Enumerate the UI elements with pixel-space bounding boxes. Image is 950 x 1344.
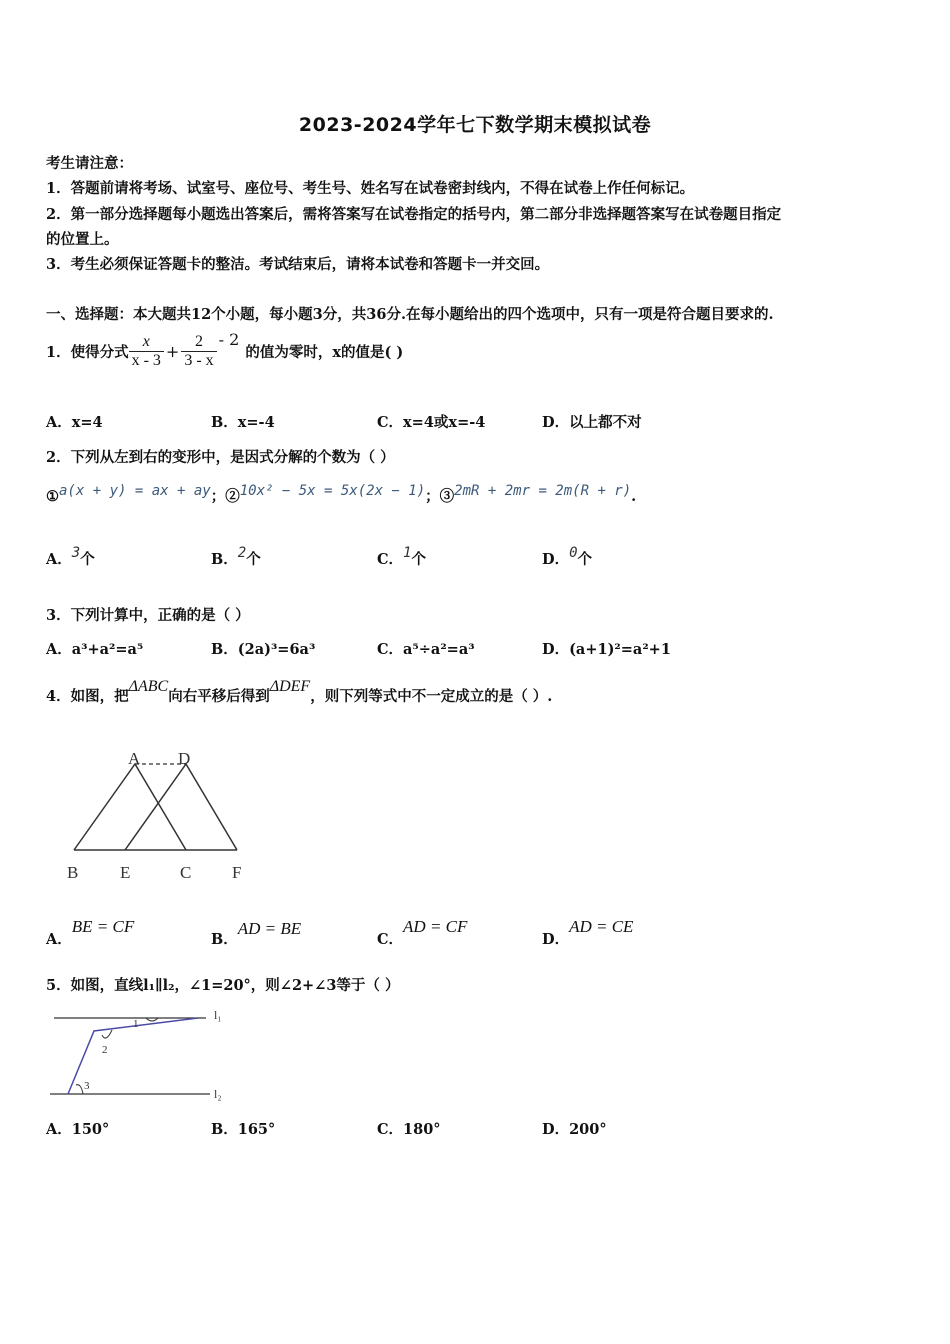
q4-suffix: ，则下列等式中不一定成立的是（ ）. xyxy=(310,688,553,705)
q2-expressions xyxy=(46,485,636,506)
option-label: C． xyxy=(377,931,404,948)
fraction-2-denominator: 3 - x xyxy=(181,351,216,370)
circled-one: ① xyxy=(46,488,59,505)
separator: ；③ xyxy=(425,488,455,505)
q3-option-a: A．a³+a²=a⁵ xyxy=(46,641,144,658)
q1-suffix: 的值为零时，x的值是( ) xyxy=(245,343,404,361)
fraction-1 xyxy=(129,333,164,370)
q4-stem xyxy=(46,678,553,706)
angle-2-arc xyxy=(102,1030,112,1038)
notice-item: 的位置上。 xyxy=(46,231,119,248)
triangle-def: ΔDEF xyxy=(269,678,311,695)
option-expr: AD = BE xyxy=(237,919,302,938)
label-e: E xyxy=(120,863,131,882)
parallel-lines-figure xyxy=(46,1005,236,1105)
label-angle-3: 3 xyxy=(84,1080,90,1092)
q5-option-a: A．150° xyxy=(46,1121,110,1138)
option-label: D． xyxy=(542,551,570,568)
label-d: D xyxy=(178,749,191,768)
q3-option-c: C．a⁵÷a²=a³ xyxy=(377,641,475,658)
label-l1: l₁ xyxy=(214,1008,222,1022)
option-label: A． xyxy=(46,551,72,568)
q5-option-d: D．200° xyxy=(542,1121,607,1138)
q1-option-b: B．x=-4 xyxy=(211,414,275,431)
q1-option-d: D．以上都不对 xyxy=(542,414,642,431)
fraction-1-denominator: x - 3 xyxy=(129,351,164,370)
option-unit: 个 xyxy=(411,551,426,568)
option-number: 1 xyxy=(403,545,412,561)
option-label: B． xyxy=(211,551,238,568)
q4-prefix: 4．如图，把 xyxy=(46,688,129,705)
minus-two: - 2 xyxy=(218,329,240,349)
label-f: F xyxy=(232,863,242,882)
q2-option-d xyxy=(542,545,593,569)
option-expr: AD = CF xyxy=(403,917,468,936)
q4-mid: 向右平移后得到 xyxy=(168,688,270,705)
separator: ；② xyxy=(210,488,240,505)
page-title: 2023-2024学年七下数学期末模拟试卷 xyxy=(298,114,652,136)
fraction-2-numerator: 2 xyxy=(194,332,203,350)
q3-option-d: D．(a+1)²=a²+1 xyxy=(542,641,671,658)
q3-option-b: B．(2a)³=6a³ xyxy=(211,641,316,658)
q1-prefix: 1．使得分式 xyxy=(46,343,129,361)
expr-2: 10x² − 5x = 5x(2x − 1) xyxy=(239,483,426,499)
option-label: B． xyxy=(211,931,238,948)
q1-option-a: A．x=4 xyxy=(46,414,103,431)
option-label: A． xyxy=(46,931,72,948)
fraction-2 xyxy=(181,333,216,370)
q4-option-b xyxy=(211,919,302,949)
option-label: D． xyxy=(542,931,570,948)
question-1 xyxy=(46,326,403,376)
triangle-abc-shape xyxy=(74,764,186,850)
q5-stem: 5．如图，直线l₁∥l₂，∠1=20°，则∠2+∠3等于（ ） xyxy=(46,977,400,994)
q5-option-b: B．165° xyxy=(211,1121,276,1138)
option-unit: 个 xyxy=(80,551,95,568)
option-unit: 个 xyxy=(577,551,593,568)
label-l2: l₂ xyxy=(214,1087,222,1101)
q2-option-c xyxy=(377,545,426,569)
notice-item: 1．答题前请将考场、试室号、座位号、考生号、姓名写在试卷密封线内，不得在试卷上作任何标记。 xyxy=(46,180,695,197)
plus-sign: + xyxy=(165,341,180,361)
option-label: C． xyxy=(377,551,404,568)
section-heading: 一、选择题：本大题共12个小题，每小题3分，共36分.在每小题给出的四个选项中，只有一项是符合题目要求的. xyxy=(46,306,774,323)
option-unit: 个 xyxy=(246,551,261,568)
label-a: A xyxy=(128,749,141,768)
notice-item: 3．考生必须保证答题卡的整洁。考试结束后，请将本试卷和答题卡一并交回。 xyxy=(46,256,550,273)
label-angle-1: 1 xyxy=(133,1018,139,1030)
q4-option-c xyxy=(377,917,468,949)
label-c: C xyxy=(180,863,192,882)
option-number: 3 xyxy=(71,545,81,561)
q2-option-a xyxy=(46,545,95,569)
expr-1: a(x + y) = ax + ay xyxy=(59,483,211,499)
label-b: B xyxy=(67,863,79,882)
option-expr: AD = CE xyxy=(569,917,634,936)
period: . xyxy=(631,488,637,505)
q4-option-a xyxy=(46,917,135,949)
q3-stem: 3．下列计算中，正确的是（ ） xyxy=(46,607,250,624)
triangle-abc: ΔABC xyxy=(128,678,169,695)
notice-heading: 考生请注意： xyxy=(46,155,133,172)
q1-option-c: C．x=4或x=-4 xyxy=(377,414,486,431)
fraction-1-numerator: x xyxy=(142,332,150,350)
expr-3: 2mR + 2mr = 2m(R + r) xyxy=(454,483,632,499)
q2-stem: 2．下列从左到右的变形中，是因式分解的个数为（ ） xyxy=(46,449,395,466)
q5-option-c: C．180° xyxy=(377,1121,441,1138)
q4-option-d xyxy=(542,917,634,949)
label-angle-2: 2 xyxy=(102,1044,108,1056)
translation-figure xyxy=(60,742,260,892)
notice-item: 2．第一部分选择题每小题选出答案后，需将答案写在试卷指定的括号内，第二部分非选择题答案写在试卷题目指定 xyxy=(46,206,782,223)
option-number: 2 xyxy=(237,545,247,561)
option-number: 0 xyxy=(569,545,578,561)
option-expr: BE = CF xyxy=(71,917,135,936)
angle-3-arc xyxy=(76,1085,83,1094)
q2-option-b xyxy=(211,545,261,569)
